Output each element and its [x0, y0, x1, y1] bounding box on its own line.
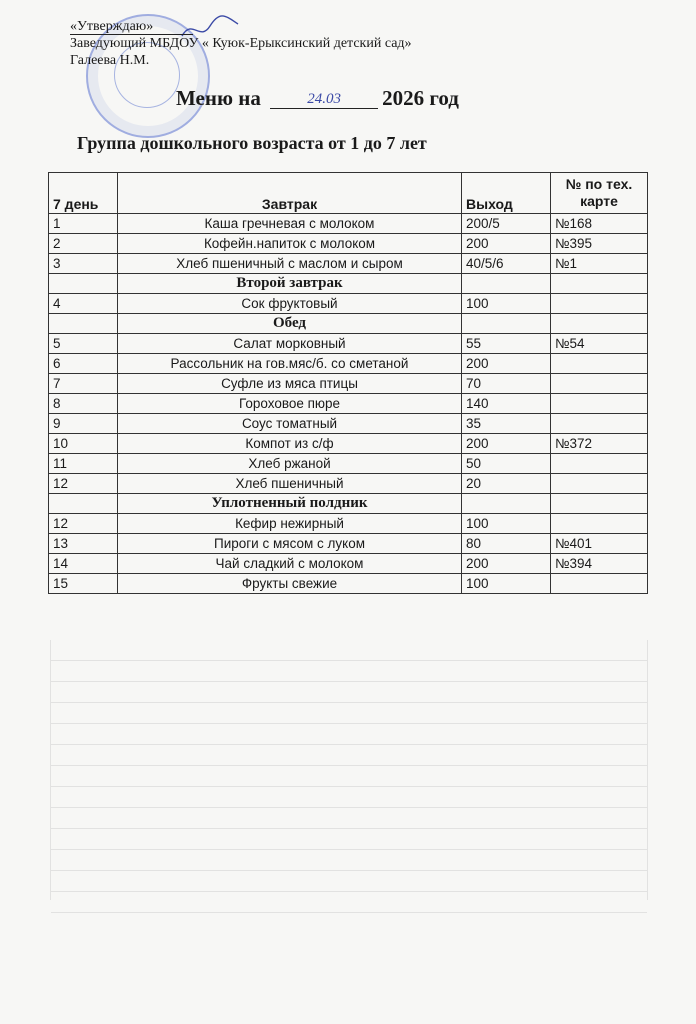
menu-date: 24.03: [270, 91, 378, 109]
table-row: [49, 574, 648, 594]
dish-output: 140: [462, 394, 551, 414]
row-number: 10: [49, 434, 118, 454]
row-number: 13: [49, 534, 118, 554]
section-row: [49, 274, 648, 294]
tech-card-number: [551, 354, 648, 374]
row-number: 5: [49, 334, 118, 354]
tech-card-number: №401: [551, 534, 648, 554]
bleed-through-shadow: [50, 640, 648, 900]
table-row: [49, 334, 648, 354]
table-row: [49, 554, 648, 574]
col-card: № по тех. карте: [551, 173, 648, 214]
dish-name: Рассольник на гов.мяс/б. со сметаной: [118, 354, 462, 374]
dish-name: Фрукты свежие: [118, 574, 462, 594]
row-number: 8: [49, 394, 118, 414]
tech-card-number: [551, 394, 648, 414]
table-row: [49, 354, 648, 374]
approver-position: Заведующий МБДОУ « Куюк-Ерыксинский детский сад»: [70, 36, 412, 51]
section-row: [49, 494, 648, 514]
dish-output: 200: [462, 554, 551, 574]
row-number: 12: [49, 514, 118, 534]
row-number: 7: [49, 374, 118, 394]
tech-card-number: [551, 294, 648, 314]
table-row: [49, 254, 648, 274]
dish-name: Гороховое пюре: [118, 394, 462, 414]
approver-name: Галеева Н.М.: [70, 53, 150, 68]
dish-name: Чай сладкий с молоком: [118, 554, 462, 574]
dish-name: Пироги с мясом с луком: [118, 534, 462, 554]
row-number: 15: [49, 574, 118, 594]
tech-card-number: [551, 374, 648, 394]
dish-name: Хлеб пшеничный: [118, 474, 462, 494]
tech-card-number: №54: [551, 334, 648, 354]
dish-name: Компот из с/ф: [118, 434, 462, 454]
row-number: 11: [49, 454, 118, 474]
table-row: [49, 454, 648, 474]
dish-output: 200: [462, 354, 551, 374]
menu-rows: [49, 214, 648, 594]
dish-output: 70: [462, 374, 551, 394]
row-number: 2: [49, 234, 118, 254]
dish-name: Кефир нежирный: [118, 514, 462, 534]
tech-card-number: №372: [551, 434, 648, 454]
col-dish: Завтрак: [118, 173, 462, 214]
table-row: [49, 414, 648, 434]
table-row: [49, 514, 648, 534]
row-number: 1: [49, 214, 118, 234]
tech-card-number: [551, 574, 648, 594]
dish-name: Суфле из мяса птицы: [118, 374, 462, 394]
table-row: [49, 234, 648, 254]
tech-card-number: [551, 414, 648, 434]
tech-card-number: №394: [551, 554, 648, 574]
dish-output: 200: [462, 434, 551, 454]
dish-name: Хлеб ржаной: [118, 454, 462, 474]
dish-name: Каша гречневая с молоком: [118, 214, 462, 234]
dish-output: 35: [462, 414, 551, 434]
section-row: [49, 314, 648, 334]
row-number: 14: [49, 554, 118, 574]
dish-name: Салат морковный: [118, 334, 462, 354]
row-number: 12: [49, 474, 118, 494]
dish-output: 100: [462, 294, 551, 314]
table-row: [49, 294, 648, 314]
section-label: Обед: [118, 314, 462, 334]
page-title: Меню на 24.03 2026 год: [176, 86, 459, 110]
dish-name: Хлеб пшеничный с маслом и сыром: [118, 254, 462, 274]
dish-output: 200: [462, 234, 551, 254]
section-label: Уплотненный полдник: [118, 494, 462, 514]
approved-label: «Утверждаю»: [70, 19, 193, 35]
row-number: 6: [49, 354, 118, 374]
dish-name: Сок фруктовый: [118, 294, 462, 314]
row-number: 4: [49, 294, 118, 314]
dish-output: 100: [462, 574, 551, 594]
dish-output: 50: [462, 454, 551, 474]
table-row: [49, 434, 648, 454]
col-output: Выход: [462, 173, 551, 214]
table-header: [49, 173, 648, 214]
table-row: [49, 474, 648, 494]
dish-output: 20: [462, 474, 551, 494]
table-row: [49, 534, 648, 554]
tech-card-number: [551, 474, 648, 494]
tech-card-number: №395: [551, 234, 648, 254]
group-subtitle: Группа дошкольного возраста от 1 до 7 лет: [77, 133, 427, 153]
dish-output: 200/5: [462, 214, 551, 234]
table-row: [49, 394, 648, 414]
tech-card-number: №1: [551, 254, 648, 274]
col-day: 7 день: [49, 173, 118, 214]
dish-output: 55: [462, 334, 551, 354]
approval-block: [70, 18, 412, 69]
tech-card-number: №168: [551, 214, 648, 234]
menu-table: [48, 172, 648, 594]
dish-output: 40/5/6: [462, 254, 551, 274]
tech-card-number: [551, 514, 648, 534]
tech-card-number: [551, 454, 648, 474]
dish-name: Кофейн.напиток с молоком: [118, 234, 462, 254]
dish-output: 80: [462, 534, 551, 554]
table-row: [49, 214, 648, 234]
dish-output: 100: [462, 514, 551, 534]
row-number: 9: [49, 414, 118, 434]
dish-name: Соус томатный: [118, 414, 462, 434]
table-row: [49, 374, 648, 394]
section-label: Второй завтрак: [118, 274, 462, 294]
row-number: 3: [49, 254, 118, 274]
